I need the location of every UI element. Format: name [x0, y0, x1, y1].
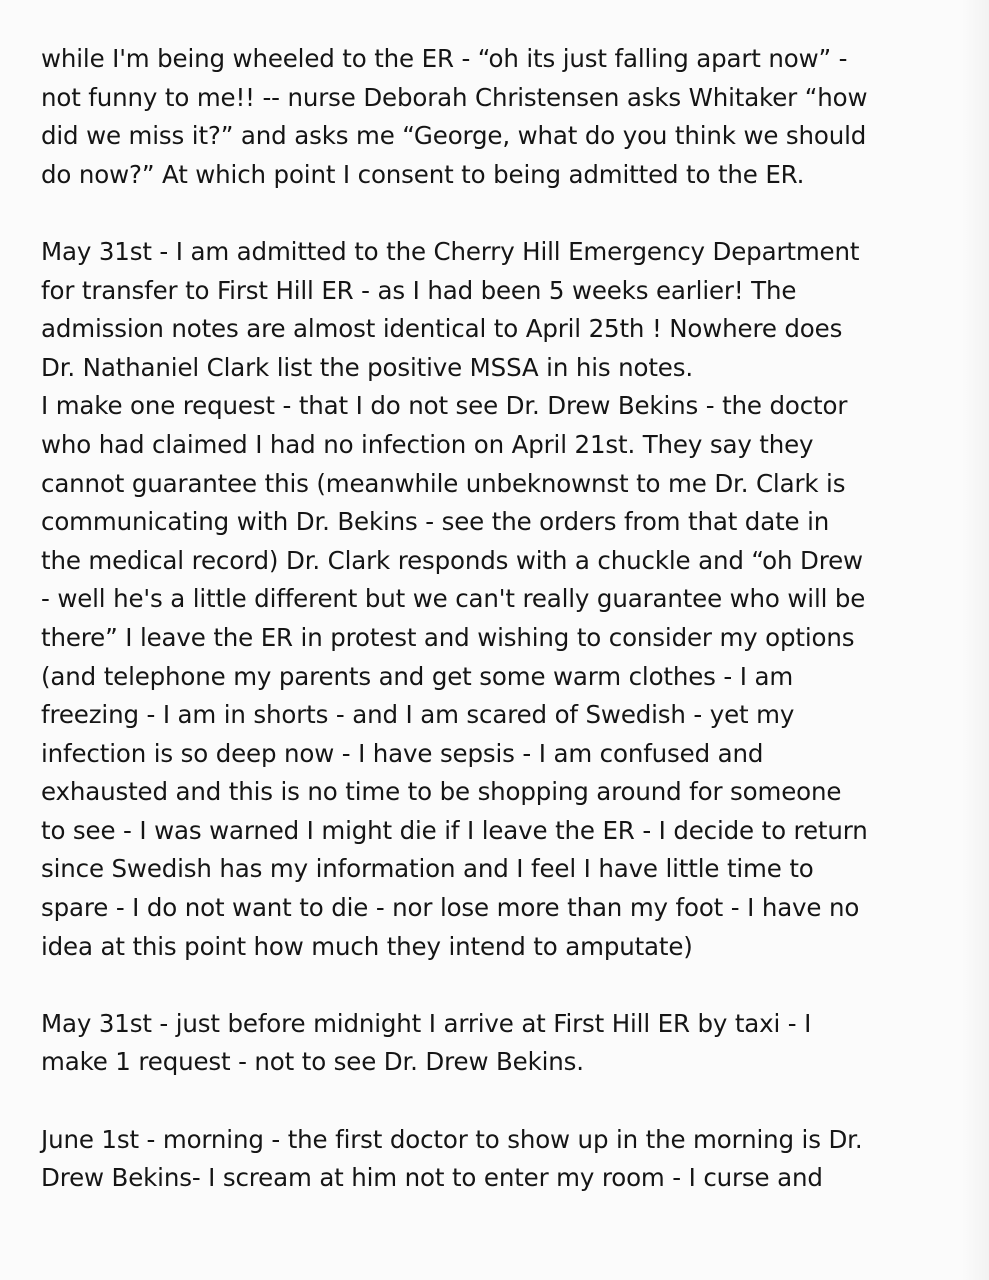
- text-line: May 31st - I am admitted to the Cherry Hill Emergency Department: [41, 236, 860, 266]
- text-line: exhausted and this is no time to be shopping around for someone: [41, 777, 842, 807]
- text-line: Dr. Nathaniel Clark list the positive MSSA in his notes.: [41, 352, 693, 382]
- paragraph: [41, 1121, 961, 1198]
- paragraph: [41, 233, 961, 966]
- scan-edge-shadow: [961, 0, 989, 1280]
- text-line: the medical record) Dr. Clark responds with a chuckle and “oh Drew: [41, 545, 863, 575]
- text-line: not funny to me!! -- nurse Deborah Christensen asks Whitaker “how: [41, 82, 868, 112]
- text-line: spare - I do not want to die - nor lose more than my foot - I have no: [41, 893, 860, 923]
- text-line: since Swedish has my information and I feel I have little time to: [41, 854, 814, 884]
- text-line: - well he's a little different but we can't really guarantee who will be: [41, 584, 866, 614]
- text-line: admission notes are almost identical to April 25th ! Nowhere does: [41, 314, 843, 344]
- text-line: May 31st - just before midnight I arrive at First Hill ER by taxi - I: [41, 1008, 812, 1038]
- text-line: communicating with Dr. Bekins - see the orders from that date in: [41, 507, 830, 537]
- text-line: to see - I was warned I might die if I leave the ER - I decide to return: [41, 815, 868, 845]
- text-line: cannot guarantee this (meanwhile unbeknownst to me Dr. Clark is: [41, 468, 846, 498]
- text-line: for transfer to First Hill ER - as I had been 5 weeks earlier! The: [41, 275, 797, 305]
- text-line: who had claimed I had no infection on April 21st. They say they: [41, 429, 814, 459]
- text-line: (and telephone my parents and get some warm clothes - I am: [41, 661, 794, 691]
- text-line: idea at this point how much they intend to amputate): [41, 931, 693, 961]
- text-line: freezing - I am in shorts - and I am scared of Swedish - yet my: [41, 700, 795, 730]
- text-line: while I'm being wheeled to the ER - “oh its just falling apart now” -: [41, 44, 848, 73]
- paragraph: [41, 40, 961, 194]
- text-line: June 1st - morning - the first doctor to show up in the morning is Dr.: [41, 1124, 863, 1154]
- text-line: infection is so deep now - I have sepsis - I am confused and: [41, 738, 764, 768]
- text-line: I make one request - that I do not see Dr. Drew Bekins - the doctor: [41, 391, 848, 421]
- text-line: Drew Bekins- I scream at him not to enter my room - I curse and: [41, 1163, 823, 1193]
- text-line: do now?” At which point I consent to being admitted to the ER.: [41, 159, 805, 189]
- text-line: there” I leave the ER in protest and wishing to consider my options: [41, 622, 855, 652]
- document-body: [41, 40, 961, 1198]
- text-line: make 1 request - not to see Dr. Drew Bekins.: [41, 1047, 584, 1077]
- paragraph: [41, 1005, 961, 1082]
- text-line: did we miss it?” and asks me “George, what do you think we should: [41, 121, 867, 151]
